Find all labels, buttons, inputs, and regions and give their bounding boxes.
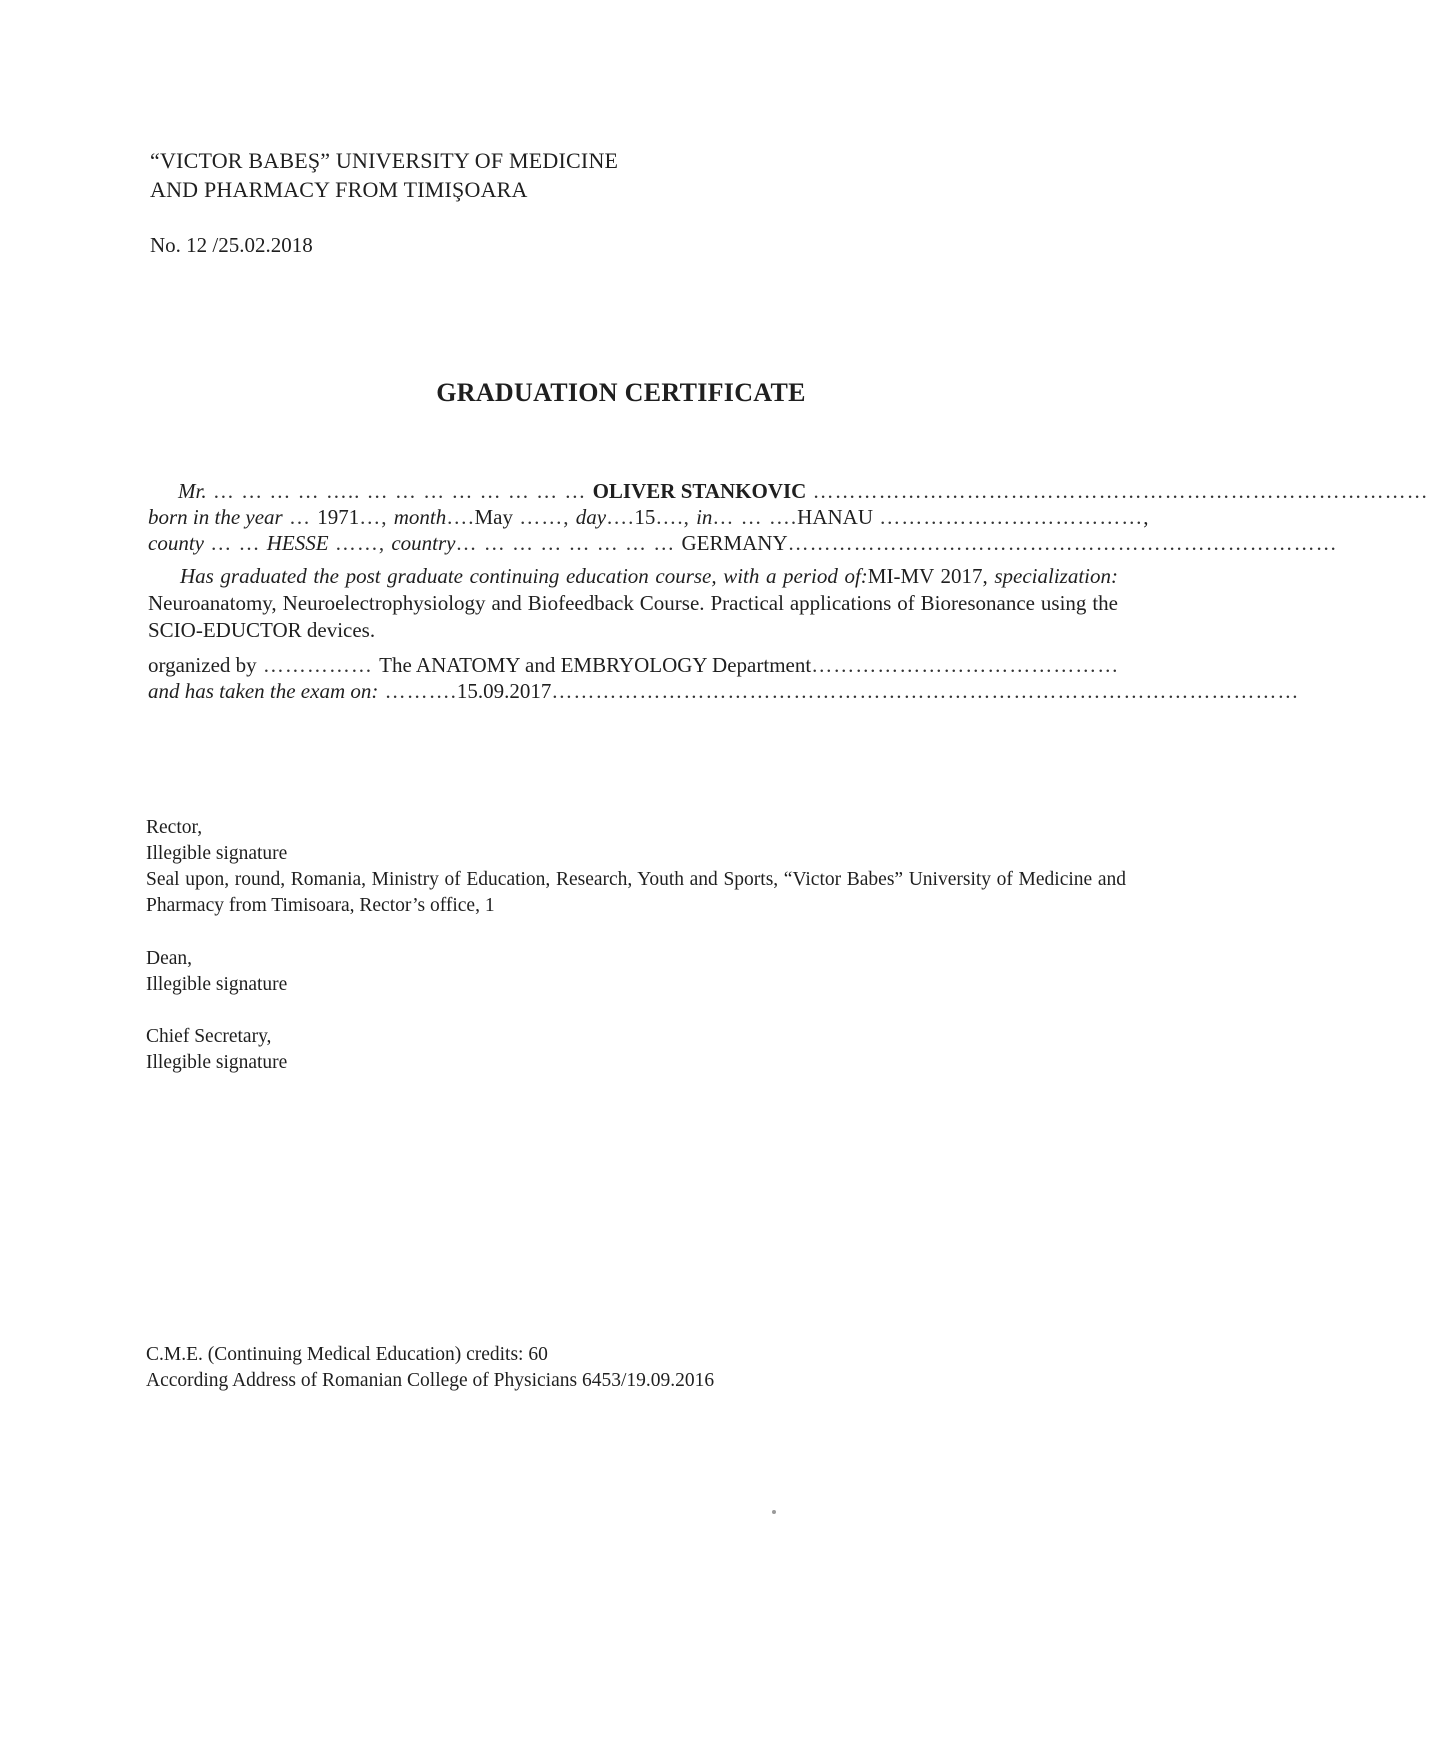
- university-name-line-1: “VICTOR BABEŞ” UNIVERSITY OF MEDICINE: [150, 148, 619, 173]
- organized-row: organized by …………… The ANATOMY and EMBRYOLOGY Department ……………………………………: [148, 653, 1120, 677]
- specialization-label: specialization:: [994, 564, 1118, 588]
- college-address: According Address of Romanian College of Physicians 6453/19.09.2016: [146, 1370, 715, 1391]
- scan-speck: [772, 1510, 776, 1514]
- exam-label: and has taken the exam on:: [148, 679, 379, 703]
- graduated-label: Has graduated the post graduate continuing education course, with a period of:: [180, 564, 868, 588]
- dean-signature: Illegible signature: [146, 974, 288, 995]
- certificate-title: GRADUATION CERTIFICATE: [436, 378, 806, 407]
- mr-label: Mr.: [178, 479, 207, 503]
- birth-year: 1971: [317, 505, 360, 529]
- seal-description: Seal upon, round, Romania, Ministry of Education, Research, Youth and Sports, “Victor Babes” University of Medicine and Pharmacy from Timisoara, Rector’s office, 1: [146, 869, 1126, 916]
- county-label: county: [148, 531, 204, 555]
- dean-block: [146, 946, 1126, 998]
- country-value: GERMANY: [681, 531, 788, 555]
- footer-block: [146, 1342, 1126, 1394]
- exam-date: 15.09.2017: [456, 679, 552, 703]
- dean-title: Dean,: [146, 948, 193, 969]
- rector-signature: Illegible signature: [146, 843, 288, 864]
- birth-row: born in the year … 1971 …, month …. May ……, day …. 15 …., in … … …. HANAU ……………………………… ,: [148, 505, 1149, 529]
- birth-city: HANAU: [797, 505, 873, 529]
- recipient-name: OLIVER STANKOVIC: [592, 479, 807, 503]
- department-name: The ANATOMY and EMBRYOLOGY Department: [379, 653, 812, 677]
- birth-day: 15: [634, 505, 656, 529]
- secretary-block: [146, 1024, 1126, 1076]
- rector-block: [146, 815, 1126, 919]
- specialization-value: Neuroanatomy, Neuroelectrophysiology and Biofeedback Course. Practical applications of Bioresonance using the SCIO-EDUCTOR devices.: [148, 591, 1118, 642]
- location-row: county … … HESSE ……, country … … … … … … … … GERMANY …………………………………………………………………: [148, 531, 1338, 555]
- course-paragraph: [148, 563, 1118, 644]
- course-period: MI-MV 2017,: [867, 564, 988, 588]
- county-value: HESSE: [266, 531, 329, 555]
- secretary-title: Chief Secretary,: [146, 1026, 272, 1047]
- in-label: in: [696, 505, 713, 529]
- month-label: month: [393, 505, 447, 529]
- country-label: country: [391, 531, 456, 555]
- university-header: [150, 146, 618, 204]
- rector-title: Rector,: [146, 817, 203, 838]
- organized-label: organized by: [148, 653, 257, 677]
- university-name-line-2: AND PHARMACY FROM TIMIŞOARA: [150, 177, 528, 202]
- name-row: Mr. … … … … ….. … … … … … … … … OLIVER STANKOVIC …………………………………………………………………………: [178, 479, 1429, 503]
- secretary-signature: Illegible signature: [146, 1052, 288, 1073]
- document-number: No. 12 /25.02.2018: [150, 233, 313, 257]
- cme-credits: C.M.E. (Continuing Medical Education) credits: 60: [146, 1344, 548, 1365]
- day-label: day: [575, 505, 607, 529]
- birth-month: May: [474, 505, 513, 529]
- exam-row: and has taken the exam on: ………. 15.09.2017 …………………………………………………………………………………………: [148, 679, 1300, 703]
- born-label: born in the year: [148, 505, 283, 529]
